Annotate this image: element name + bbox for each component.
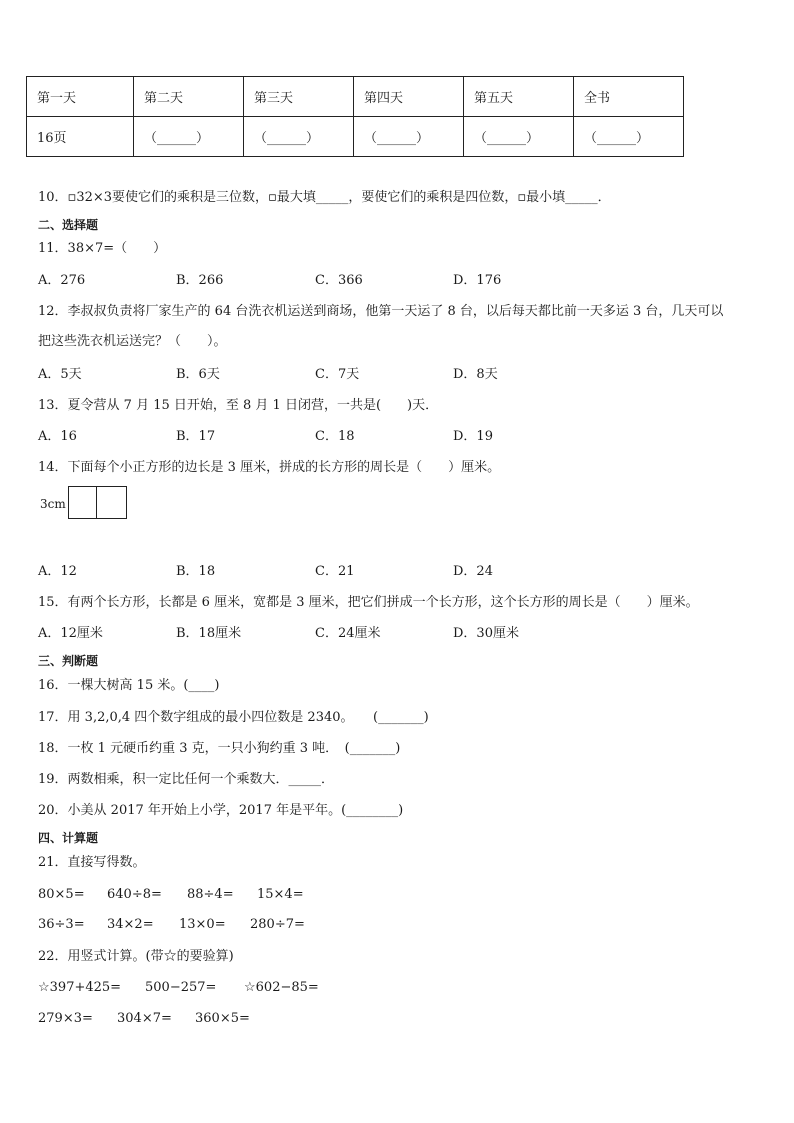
option-b[interactable]: B．266 [176, 273, 224, 288]
option-a[interactable]: A．5天 [38, 367, 82, 382]
table-header-cell: 第四天 [354, 77, 464, 117]
section-heading-judgement: 三、判断题 [38, 654, 99, 668]
table-answer-cell[interactable]: （______） [354, 117, 464, 157]
option-c[interactable]: C．24厘米 [315, 626, 381, 641]
option-b[interactable]: B．18厘米 [176, 626, 242, 641]
calc-item: 15×4= [257, 887, 304, 902]
option-d[interactable]: D．8天 [453, 367, 498, 382]
calc-item: ☆397+425= [38, 980, 122, 995]
option-b[interactable]: B．6天 [176, 367, 220, 382]
calc-item: 304×7= [117, 1011, 172, 1026]
option-b[interactable]: B．17 [176, 429, 216, 444]
option-a[interactable]: A．12 [38, 564, 77, 579]
option-d[interactable]: D．24 [453, 564, 493, 579]
table-header-cell: 第二天 [134, 77, 244, 117]
question-11: 11．38×7=（ ） [38, 241, 167, 256]
table-answer-cell[interactable]: （______） [134, 117, 244, 157]
option-c[interactable]: C．366 [315, 273, 363, 288]
question-10: 10．▫32×3要使它们的乘积是三位数，▫最大填_____，要使它们的乘积是四位数，▫最小填_____． [38, 190, 611, 205]
table-answer-cell[interactable]: （______） [244, 117, 354, 157]
section-heading-choice: 二、选择题 [38, 218, 99, 232]
question-13: 13．夏令营从 7 月 15 日开始，至 8 月 1 日闭营，一共是( )天． [38, 398, 439, 413]
question-20: 20．小美从 2017 年开始上小学，2017 年是平年。(________) [38, 803, 404, 818]
calc-item: ☆602−85= [244, 980, 319, 995]
question-12-line2: 把这些洗衣机运送完？（ ）。 [38, 334, 227, 349]
question-17: 17．用 3,2,0,4 四个数字组成的最小四位数是 2340。 (_______) [38, 710, 429, 725]
option-d[interactable]: D．176 [453, 273, 502, 288]
option-a[interactable]: A．276 [38, 273, 86, 288]
calc-item: 80×5= [38, 887, 85, 902]
table-answer-cell[interactable]: （______） [464, 117, 574, 157]
question-22: 22．用竖式计算。(带☆的要验算) [38, 949, 234, 964]
question-15: 15．有两个长方形，长都是 6 厘米，宽都是 3 厘米，把它们拼成一个长方形，这个长方形的周长是（ ）厘米。 [38, 595, 699, 610]
section-heading-calculation: 四、计算题 [38, 831, 99, 845]
question-18: 18．一枚 1 元硬币约重 3 克，一只小狗约重 3 吨． (_______) [38, 741, 401, 756]
side-length-label: 3cm [40, 497, 66, 511]
option-d[interactable]: D．30厘米 [453, 626, 519, 641]
question-21: 21．直接写得数。 [38, 855, 146, 870]
option-c[interactable]: C．18 [315, 429, 355, 444]
option-a[interactable]: A．16 [38, 429, 77, 444]
table-header-row [27, 77, 684, 117]
table-header-cell: 第五天 [464, 77, 574, 117]
question-12-line1: 12．李叔叔负责将厂家生产的 64 台洗衣机运送到商场，他第一天运了 8 台，以后每天都比前一天多运 3 台，几天可以 [38, 304, 724, 319]
calc-item: 500−257= [145, 980, 217, 995]
table-answer-cell[interactable]: （______） [574, 117, 684, 157]
table-header-cell: 第一天 [27, 77, 134, 117]
table-header-cell: 全书 [574, 77, 684, 117]
calc-item: 279×3= [38, 1011, 93, 1026]
table-header-cell: 第三天 [244, 77, 354, 117]
option-c[interactable]: C．21 [315, 564, 355, 579]
calc-item: 280÷7= [250, 917, 305, 932]
small-square [68, 486, 97, 519]
table-cell: 16页 [27, 117, 134, 157]
option-c[interactable]: C．7天 [315, 367, 360, 382]
question-14: 14．下面每个小正方形的边长是 3 厘米，拼成的长方形的周长是（ ）厘米。 [38, 460, 501, 475]
calc-item: 88÷4= [187, 887, 234, 902]
calc-item: 34×2= [107, 917, 154, 932]
calc-item: 360×5= [195, 1011, 250, 1026]
reading-table [26, 76, 684, 157]
option-b[interactable]: B．18 [176, 564, 216, 579]
table-value-row [27, 117, 684, 157]
small-square [96, 486, 127, 519]
question-16: 16．一棵大树高 15 米。(____) [38, 678, 220, 693]
option-d[interactable]: D．19 [453, 429, 493, 444]
calc-item: 640÷8= [107, 887, 162, 902]
calc-item: 13×0= [179, 917, 226, 932]
calc-item: 36÷3= [38, 917, 85, 932]
question-19: 19．两数相乘，积一定比任何一个乘数大．_____． [38, 772, 335, 787]
option-a[interactable]: A．12厘米 [38, 626, 103, 641]
